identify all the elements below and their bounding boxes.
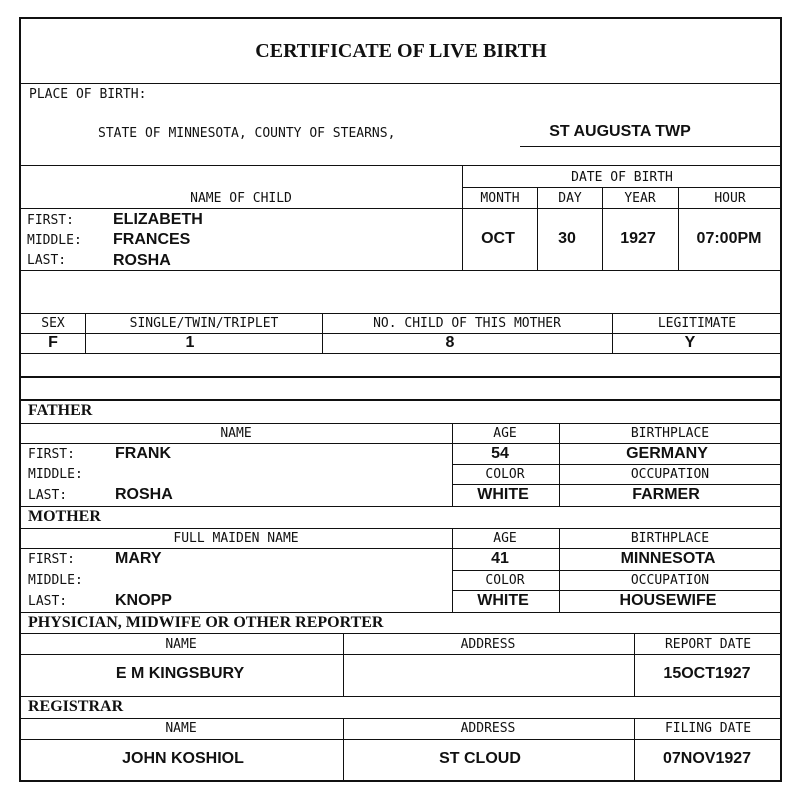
mother-occupation-header: OCCUPATION: [630, 573, 710, 588]
divider: [452, 484, 782, 485]
divider: [20, 313, 782, 314]
divider: [602, 187, 603, 270]
day-header: DAY: [558, 191, 582, 206]
father-first-label: FIRST:: [28, 447, 75, 462]
certificate-title: CERTIFICATE OF LIVE BIRTH: [255, 40, 547, 62]
registrar-address: ST CLOUD: [439, 750, 521, 767]
divider: [343, 633, 344, 696]
divider: [559, 423, 560, 506]
physician-name-header: NAME: [165, 637, 197, 652]
place-of-birth-label: PLACE OF BIRTH:: [29, 87, 147, 102]
physician-section-title: PHYSICIAN, MIDWIFE OR OTHER REPORTER: [28, 614, 384, 631]
month-header: MONTH: [480, 191, 520, 206]
divider: [537, 187, 538, 270]
year-header: YEAR: [624, 191, 656, 206]
divider: [20, 208, 782, 209]
mother-age: 41: [491, 550, 509, 567]
legitimate-value: Y: [684, 334, 696, 351]
divider: [20, 376, 782, 378]
divider: [20, 333, 782, 334]
father-color: WHITE: [477, 486, 529, 503]
registrar-address-header: ADDRESS: [460, 721, 516, 736]
divider: [20, 633, 782, 634]
father-section-title: FATHER: [28, 402, 93, 419]
divider: [20, 165, 782, 166]
mother-section-title: MOTHER: [28, 508, 101, 525]
father-color-header: COLOR: [485, 467, 525, 482]
hour-header: HOUR: [714, 191, 746, 206]
divider: [612, 313, 613, 353]
plurality-value: 1: [185, 334, 195, 351]
mother-color-header: COLOR: [485, 573, 525, 588]
sex-header: SEX: [41, 316, 65, 331]
physician-name: E M KINGSBURY: [115, 665, 245, 682]
mother-last-label: LAST:: [28, 594, 68, 609]
divider: [20, 423, 782, 424]
divider: [20, 696, 782, 697]
divider: [452, 590, 782, 591]
physician-address-header: ADDRESS: [460, 637, 516, 652]
child-middle-label: MIDDLE:: [27, 233, 82, 248]
divider: [678, 187, 679, 270]
mother-first-label: FIRST:: [28, 552, 75, 567]
child-first-label: FIRST:: [27, 213, 74, 228]
divider: [20, 270, 782, 271]
divider: [452, 570, 782, 571]
divider: [452, 423, 453, 506]
mother-first-name: MARY: [115, 550, 162, 567]
legitimate-header: LEGITIMATE: [657, 316, 737, 331]
child-last-name: ROSHA: [113, 252, 171, 269]
child-middle-name: FRANCES: [113, 231, 191, 248]
divider: [20, 399, 782, 401]
divider: [20, 353, 782, 354]
father-first-name: FRANK: [115, 445, 171, 462]
divider: [452, 528, 453, 612]
registrar-name-header: NAME: [165, 721, 197, 736]
registrar-name: JOHN KOSHIOL: [122, 750, 244, 767]
divider: [20, 612, 782, 613]
divider: [343, 718, 344, 782]
state-county-text: STATE OF MINNESOTA, COUNTY OF STEARNS,: [98, 126, 396, 141]
divider: [462, 165, 463, 270]
divider: [322, 313, 323, 353]
child-first-name: ELIZABETH: [113, 211, 203, 228]
father-last-label: LAST:: [28, 488, 68, 503]
mother-birthplace-header: BIRTHPLACE: [630, 531, 710, 546]
child-number-header: NO. CHILD OF THIS MOTHER: [373, 316, 561, 331]
father-birthplace-header: BIRTHPLACE: [630, 426, 710, 441]
divider: [20, 654, 782, 655]
divider: [20, 506, 782, 507]
divider: [452, 464, 782, 465]
report-date: 15OCT1927: [663, 665, 751, 682]
father-birthplace: GERMANY: [626, 445, 708, 462]
father-age: 54: [491, 445, 509, 462]
divider: [20, 528, 782, 529]
report-date-header: REPORT DATE: [664, 637, 752, 652]
birth-hour: 07:00PM: [696, 230, 762, 247]
filing-date: 07NOV1927: [662, 750, 752, 767]
divider: [634, 718, 635, 782]
divider: [20, 83, 782, 84]
mother-last-name: KNOPP: [115, 592, 172, 609]
mother-occupation: HOUSEWIFE: [619, 592, 717, 609]
date-of-birth-header: DATE OF BIRTH: [571, 170, 673, 185]
sex-value: F: [48, 334, 58, 351]
divider: [462, 187, 782, 188]
father-name-header: NAME: [220, 426, 252, 441]
father-last-name: ROSHA: [115, 486, 173, 503]
father-occupation: FARMER: [632, 486, 700, 503]
divider: [20, 718, 782, 719]
township-underline: [520, 146, 782, 147]
divider: [20, 443, 782, 444]
divider: [20, 548, 782, 549]
mother-birthplace: MINNESOTA: [620, 550, 716, 567]
mother-age-header: AGE: [493, 531, 517, 546]
birth-year: 1927: [620, 230, 656, 247]
divider: [559, 528, 560, 612]
township-value: ST AUGUSTA TWP: [549, 123, 691, 140]
child-last-label: LAST:: [27, 253, 67, 268]
divider: [20, 739, 782, 740]
birth-day: 30: [558, 230, 576, 247]
father-occupation-header: OCCUPATION: [630, 467, 710, 482]
father-middle-label: MIDDLE:: [28, 467, 83, 482]
mother-middle-label: MIDDLE:: [28, 573, 83, 588]
birth-month: OCT: [481, 230, 515, 247]
father-age-header: AGE: [493, 426, 517, 441]
plurality-header: SINGLE/TWIN/TRIPLET: [129, 316, 279, 331]
divider: [634, 633, 635, 696]
registrar-section-title: REGISTRAR: [28, 698, 124, 715]
name-of-child-header: NAME OF CHILD: [190, 191, 292, 206]
filing-date-header: FILING DATE: [664, 721, 752, 736]
mother-color: WHITE: [477, 592, 529, 609]
mother-name-header: FULL MAIDEN NAME: [173, 531, 299, 546]
divider: [85, 313, 86, 353]
child-number-value: 8: [445, 334, 455, 351]
